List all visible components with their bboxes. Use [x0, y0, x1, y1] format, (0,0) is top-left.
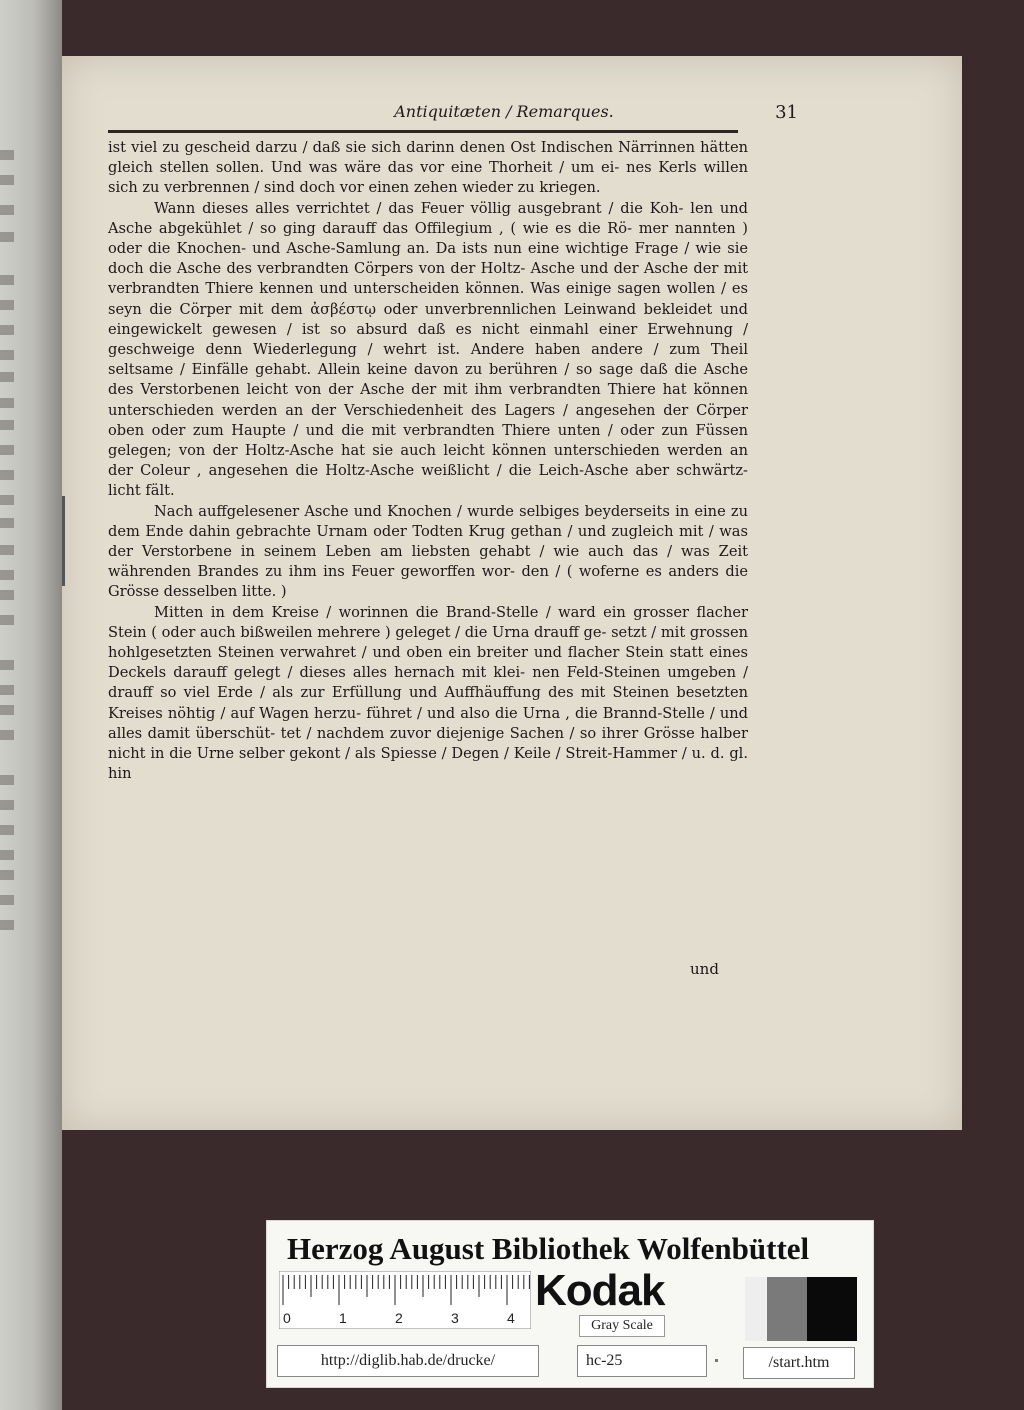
kodak-wordmark: Kodak — [535, 1266, 665, 1315]
paragraph: Nach auffgelesener Asche und Knochen / wurde selbiges beyderseits in eine zu dem Ende dahin gebrachte Urnam oder Todten Krug gethan / und zugleich mit / was der Verstorbene in seinem Leben am liebsten gehabt / wie auch das / was Zeit währenden Brandes zu ihm ins Feuer geworffen wor- den / ( woferne es anders die Grösse desselben litte. ) — [108, 502, 748, 601]
ruler-number: 3 — [451, 1310, 459, 1326]
paragraph: ist viel zu gescheid darzu / daß sie sich darinn denen Ost Indischen Närrinnen hätten gleich stellen sollen. Und was wäre das vor eine Thorheit / um ei- nes Kerls willen sich zu verbrennen / sind doch vor einen zehen wieder zu kriegen. — [108, 139, 748, 197]
source-url: http://diglib.hab.de/drucke/ — [277, 1345, 539, 1377]
library-name: Herzog August Bibliothek Wolfenbüttel — [287, 1231, 810, 1266]
kodak-logo — [535, 1266, 695, 1315]
shelfmark: hc-25 — [577, 1345, 707, 1377]
gray-patch — [807, 1277, 857, 1341]
paragraph: Wann dieses alles verrichtet / das Feuer völlig ausgebrant / die Koh- len und Asche abgekühlet / so ging darauff das Offilegium , ( wie es die Rö- mer nannten ) oder die Knochen- und Asche-Samlung an. Da ists nun eine wichtige Frage / wie sie doch die Asche des verbrandten Cörpers von der Holtz- Asche und der Asche der mit verbrandten Thiere kennen und unterscheiden können. Was einige sagen wollen / es seyn die Cörper mit dem ἀσβέστῳ oder unverbrennlichen Leinwand bekleidet und eingewickelt gewesen / ist so absurd daß es nicht einmahl einer Erwehnung / geschweige denn Wiederlegung / wehrt ist. Andere haben andere / zum Theil seltsame / Einfälle gehabt. Allein keine davon zu berühren / so sage daß die Asche des Verstorbenen leicht von der Asche der mit ihm verbrandten Thiere hat können unterschieden werden an der Verschiedenheit des Lagers / angesehen der Cörper oben oder zum Haupte / und die mit verbrandten Thiere unten / oder zun Füssen gelegen; von der Holtz-Asche hat sie auch leicht können unterschieden werden an der Coleur , angesehen die Holtz-Asche weißlicht / die Leich-Asche aber schwärtz- licht fält. — [108, 199, 748, 500]
page-number: 31 — [775, 102, 798, 123]
color-target-card — [266, 1220, 874, 1388]
binding-mark — [62, 496, 65, 586]
adjacent-page-edge — [0, 0, 62, 1410]
paragraph: Mitten in dem Kreise / worinnen die Brand-Stelle / ward ein grosser flacher Stein ( oder auch bißweilen mehrere ) geleget / die Urna drauff ge- setzt / mit grossen hohlgesetzten Steinen verwahret / und oben ein breiter und flacher Stein statt eines Deckels darauff gelegt / dieses alles hernach mit klei- nen Feld-Steinen umgeben / drauff so viel Erde / als zur Erfüllung und Auffhäuffung des mit Steinen besetzten Kreises nöhtig / auf Wagen herzu- führet / und also die Urna , die Brannd-Stelle / und alles damit überschüt- tet / nachdem zuvor diejenige Sachen / so ihrer Grösse halber nicht in die Urne selber gekont / als Spiesse / Degen / Keile / Streit-Hammer / u. d. gl. hin — [108, 603, 748, 783]
start-page: /start.htm — [743, 1347, 855, 1379]
book-page — [62, 56, 962, 1130]
body-text — [108, 138, 748, 785]
gray-scale-label: Gray Scale — [579, 1315, 665, 1337]
gray-patches — [745, 1277, 857, 1341]
ruler-number: 1 — [339, 1310, 347, 1326]
ruler-number: 4 — [507, 1310, 515, 1326]
separator-dot — [715, 1359, 718, 1362]
ruler-number: 0 — [283, 1310, 291, 1326]
header-rule — [108, 130, 738, 133]
running-header — [104, 102, 798, 128]
header-title: Antiquitæten / Remarques. — [394, 102, 614, 121]
gray-patch — [745, 1277, 767, 1341]
catchword: und — [690, 960, 719, 978]
ruler-number: 2 — [395, 1310, 403, 1326]
ruler — [279, 1271, 531, 1329]
gray-patch — [767, 1277, 807, 1341]
